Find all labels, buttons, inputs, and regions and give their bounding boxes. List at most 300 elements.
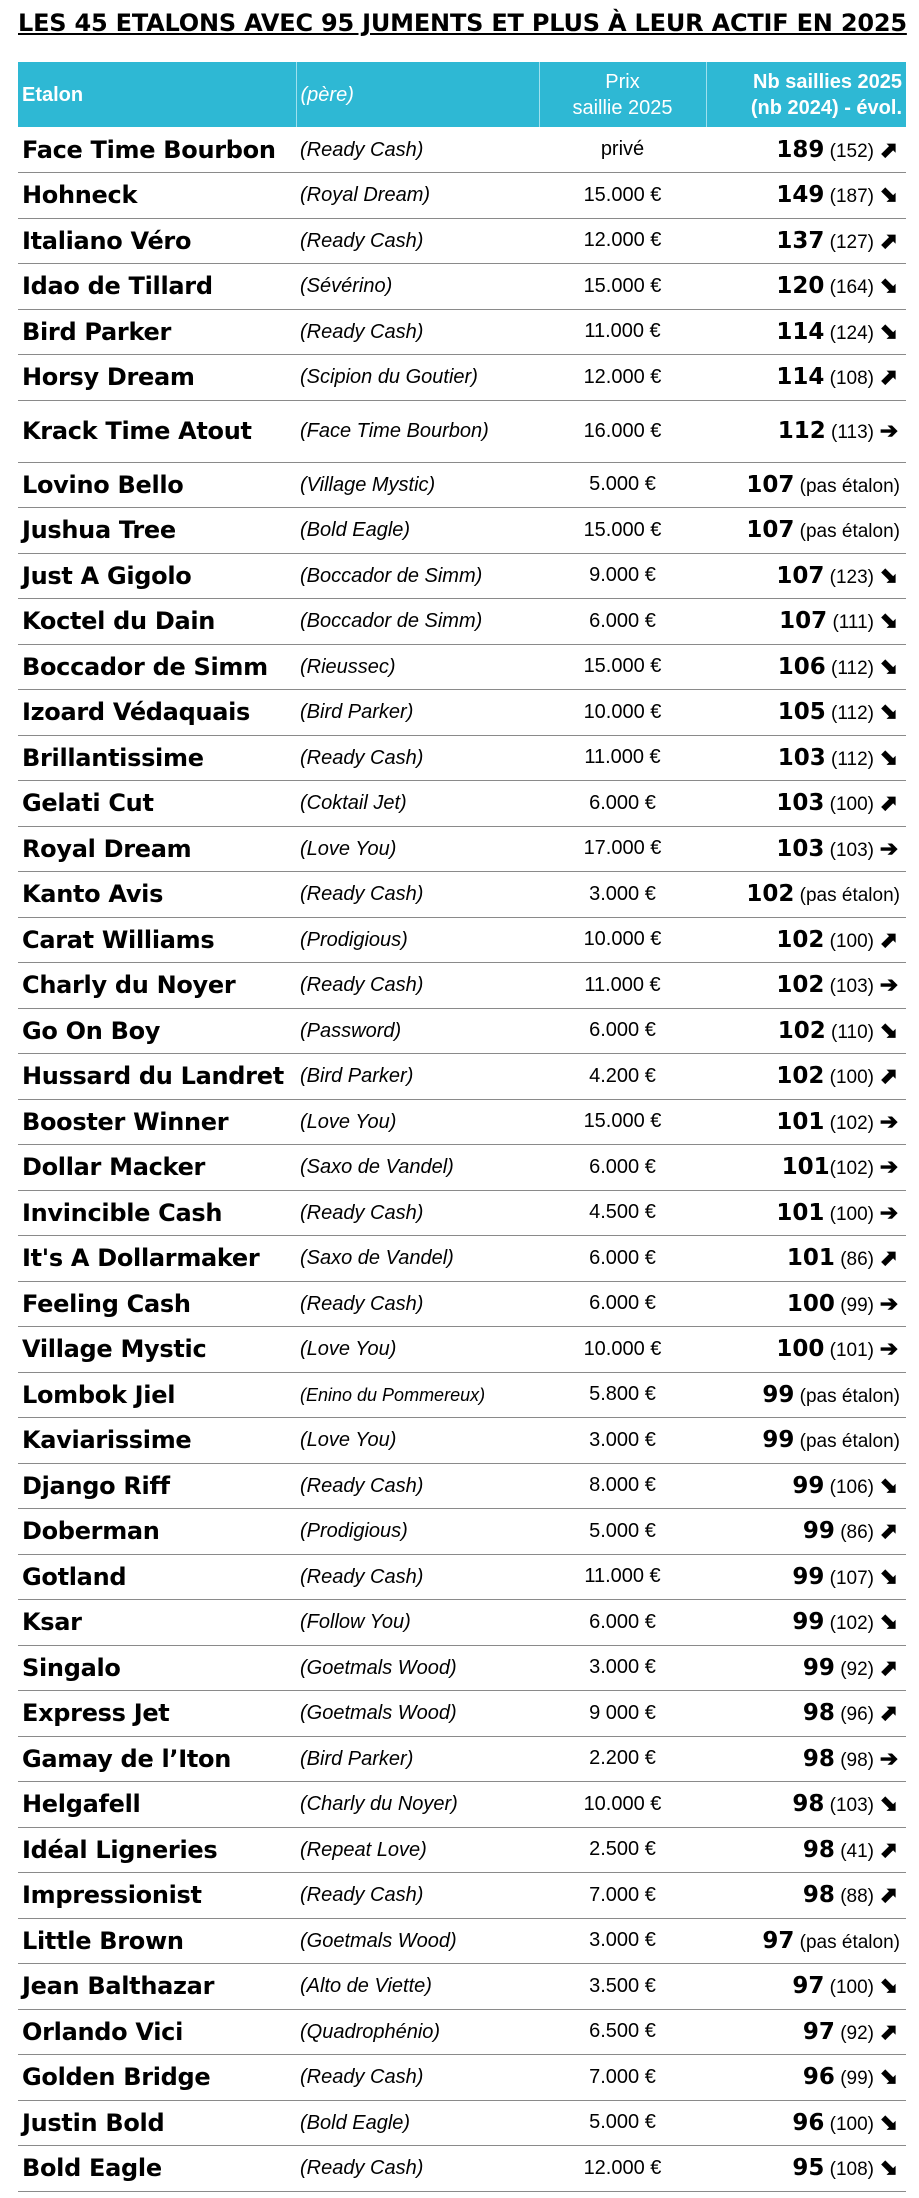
breedings-cell: [706, 735, 906, 781]
sire-name: (Coktail Jet): [296, 781, 539, 827]
arrow-right-icon: ➔: [879, 1154, 899, 1180]
arrow-right-icon: ➔: [879, 1199, 899, 1225]
breedings-2024: (pas étalon): [794, 1931, 900, 1953]
breedings-2025: 101: [786, 1245, 835, 1272]
arrow-up-right-icon: ⬈: [879, 136, 899, 162]
stud-fee: 5.000 €: [539, 462, 706, 508]
stallion-name: Justin Bold: [18, 2100, 296, 2146]
table-row: [18, 1827, 906, 1873]
breedings-2025: 189: [776, 136, 825, 163]
breedings-2025: 99: [802, 1654, 835, 1681]
stud-fee: 9 000 €: [539, 1691, 706, 1737]
stud-fee: 9.000 €: [539, 553, 706, 599]
sire-name: (Ready Cash): [296, 2055, 539, 2101]
table-row: [18, 1281, 906, 1327]
arrow-right-icon: ➔: [879, 418, 899, 443]
breedings-2024: (112): [825, 657, 874, 679]
stud-fee: 12.000 €: [539, 355, 706, 401]
sire-name: (Boccador de Simm): [296, 599, 539, 645]
stallion-name: Lombok Jiel: [18, 1372, 296, 1418]
breedings-2024: (88): [834, 1886, 874, 1908]
arrow-down-right-icon: ⬊: [879, 1472, 899, 1498]
breedings-2024: (107): [824, 1567, 874, 1589]
breedings-cell: [706, 1554, 906, 1600]
breedings-cell: [706, 1964, 906, 2010]
table-row: [18, 264, 906, 310]
header-nb-line2: (nb 2024) - évol.: [750, 96, 902, 119]
table-row: [18, 599, 906, 645]
stallion-name: Charly du Noyer: [18, 963, 296, 1009]
stallion-name: Gotland: [18, 1554, 296, 1600]
stallion-name: Feeling Cash: [18, 1281, 296, 1327]
breedings-2025: 103: [776, 790, 825, 817]
arrow-up-right-icon: ⬈: [879, 1654, 899, 1680]
breedings-cell: [706, 2100, 906, 2146]
breedings-2024: (100): [824, 1203, 874, 1225]
breedings-2024: (100): [824, 2113, 874, 2135]
breedings-2025: 107: [779, 608, 828, 635]
stud-fee: 10.000 €: [539, 1782, 706, 1828]
sire-name: (Love You): [296, 1418, 539, 1464]
stallion-name: Face Time Bourbon: [18, 127, 296, 173]
sire-name: (Ready Cash): [296, 1463, 539, 1509]
table-row: [18, 644, 906, 690]
arrow-up-right-icon: ⬈: [879, 1836, 899, 1862]
breedings-2025: 97: [802, 2018, 835, 2045]
breedings-2024: (pas étalon): [794, 1385, 900, 1407]
sire-name: (Ready Cash): [296, 1281, 539, 1327]
sire-name: (Face Time Bourbon): [296, 400, 539, 462]
table-row: [18, 963, 906, 1009]
stallion-name: Singalo: [18, 1645, 296, 1691]
sire-name: (Bird Parker): [296, 1054, 539, 1100]
breedings-2025: 114: [776, 364, 825, 391]
sire-name: (Love You): [296, 1099, 539, 1145]
table-row: [18, 1099, 906, 1145]
stallion-name: Orlando Vici: [18, 2009, 296, 2055]
breedings-cell: [706, 917, 906, 963]
breedings-cell: [706, 1600, 906, 1646]
arrow-down-right-icon: ⬊: [879, 653, 899, 679]
stallion-name: It's A Dollarmaker: [18, 1236, 296, 1282]
breedings-2024: (98): [834, 1749, 874, 1771]
stallion-name: Village Mystic: [18, 1327, 296, 1373]
page-title: LES 45 ETALONS AVEC 95 JUMENTS ET PLUS À LEUR ACTIF EN 2025: [18, 9, 907, 37]
breedings-2024: (123): [824, 566, 874, 588]
breedings-cell: [706, 872, 906, 918]
sire-name: (Ready Cash): [296, 2146, 539, 2192]
table-row: [18, 553, 906, 599]
stallion-name: Gelati Cut: [18, 781, 296, 827]
breedings-2025: 99: [802, 1518, 835, 1545]
breedings-2024: (pas étalon): [794, 521, 900, 543]
arrow-down-right-icon: ⬊: [879, 699, 899, 725]
sire-name: (Bold Eagle): [296, 2100, 539, 2146]
breedings-2025: 120: [776, 273, 825, 300]
table-row: [18, 462, 906, 508]
sire-name: (Goetmals Wood): [296, 1691, 539, 1737]
stallion-name: Carat Williams: [18, 917, 296, 963]
stud-fee: 5.800 €: [539, 1372, 706, 1418]
table-row: [18, 2100, 906, 2146]
arrow-right-icon: ➔: [879, 972, 899, 998]
header-nb-line1: Nb saillies 2025: [753, 70, 902, 93]
stud-fee: 6.000 €: [539, 781, 706, 827]
breedings-2025: 99: [762, 1381, 795, 1408]
breedings-2025: 101: [776, 1199, 825, 1226]
sire-name: (Bird Parker): [296, 690, 539, 736]
breedings-2025: 98: [802, 1882, 835, 1909]
arrow-down-right-icon: ⬊: [879, 318, 899, 344]
breedings-2025: 102: [777, 1017, 826, 1044]
sire-name: (Alto de Viette): [296, 1964, 539, 2010]
sire-name: (Love You): [296, 1327, 539, 1373]
stallion-name: Brillantissime: [18, 735, 296, 781]
breedings-cell: [706, 1918, 906, 1964]
stud-fee: 3.500 €: [539, 1964, 706, 2010]
stallion-name: Kanto Avis: [18, 872, 296, 918]
breedings-cell: [706, 1509, 906, 1555]
table-row: [18, 1964, 906, 2010]
stud-fee: 15.000 €: [539, 264, 706, 310]
arrow-right-icon: ➔: [879, 835, 899, 861]
arrow-down-right-icon: ⬊: [879, 2109, 899, 2135]
stallion-name: Koctel du Dain: [18, 599, 296, 645]
header-nb-saillies: [706, 62, 906, 127]
stud-fee: 16.000 €: [539, 400, 706, 462]
breedings-2024: (101): [824, 1340, 874, 1362]
sire-name: (Village Mystic): [296, 462, 539, 508]
breedings-2024: (92): [834, 2022, 874, 2044]
breedings-2024: (110): [825, 1021, 874, 1043]
breedings-2024: (124): [824, 322, 874, 344]
sire-name: (Love You): [296, 826, 539, 872]
arrow-up-right-icon: ⬈: [879, 790, 899, 816]
stallion-table: [18, 62, 906, 2192]
arrow-right-icon: ➔: [879, 1336, 899, 1362]
breedings-2024: (102): [824, 1112, 874, 1134]
stallion-name: Jushua Tree: [18, 508, 296, 554]
arrow-down-right-icon: ⬊: [879, 608, 899, 634]
arrow-down-right-icon: ⬊: [879, 182, 899, 208]
arrow-down-right-icon: ⬊: [879, 562, 899, 588]
arrow-down-right-icon: ⬊: [879, 1017, 899, 1043]
breedings-2024: (100): [824, 794, 874, 816]
stallion-name: Lovino Bello: [18, 462, 296, 508]
arrow-up-right-icon: ⬈: [879, 1063, 899, 1089]
stud-fee: 6.000 €: [539, 1008, 706, 1054]
stallion-name: Impressionist: [18, 1873, 296, 1919]
breedings-cell: [706, 1645, 906, 1691]
sire-name: (Sévérino): [296, 264, 539, 310]
breedings-cell: [706, 1236, 906, 1282]
breedings-2024: (103): [824, 1795, 874, 1817]
breedings-cell: [706, 2055, 906, 2101]
breedings-2024: (187): [824, 186, 874, 208]
breedings-cell: [706, 309, 906, 355]
arrow-up-right-icon: ⬈: [879, 1518, 899, 1544]
table-row: [18, 1918, 906, 1964]
stud-fee: 7.000 €: [539, 1873, 706, 1919]
header-prix-line1: Prix: [605, 70, 640, 93]
stud-fee: 8.000 €: [539, 1463, 706, 1509]
stud-fee: 15.000 €: [539, 644, 706, 690]
sire-name: (Ready Cash): [296, 127, 539, 173]
breedings-2025: 100: [776, 1336, 825, 1363]
stallion-name: Golden Bridge: [18, 2055, 296, 2101]
sire-name: (Ready Cash): [296, 218, 539, 264]
table-body: [18, 127, 906, 2191]
breedings-cell: [706, 355, 906, 401]
breedings-2024: (127): [824, 231, 874, 253]
stallion-name: Jean Balthazar: [18, 1964, 296, 2010]
sire-name: (Ready Cash): [296, 1554, 539, 1600]
stud-fee: 3.000 €: [539, 1645, 706, 1691]
breedings-2024: (100): [824, 1977, 874, 1999]
breedings-2024: (100): [824, 930, 874, 952]
breedings-2024: (86): [834, 1249, 874, 1271]
sire-name: (Quadrophénio): [296, 2009, 539, 2055]
arrow-down-right-icon: ⬊: [879, 1973, 899, 1999]
stud-fee: privé: [539, 127, 706, 173]
arrow-right-icon: ➔: [879, 1745, 899, 1771]
breedings-cell: [706, 963, 906, 1009]
breedings-2024: (86): [834, 1522, 874, 1544]
stallion-name: Bold Eagle: [18, 2146, 296, 2192]
breedings-2025: 98: [802, 1745, 835, 1772]
breedings-cell: [706, 218, 906, 264]
breedings-cell: [706, 644, 906, 690]
stud-fee: 10.000 €: [539, 690, 706, 736]
stud-fee: 6.000 €: [539, 1145, 706, 1191]
breedings-cell: [706, 1054, 906, 1100]
table-row: [18, 1600, 906, 1646]
header-prix: [539, 62, 706, 127]
stallion-name: Royal Dream: [18, 826, 296, 872]
header-pere: (père): [296, 62, 539, 127]
breedings-2024: (106): [824, 1476, 874, 1498]
breedings-2025: 97: [792, 1973, 825, 2000]
stud-fee: 12.000 €: [539, 218, 706, 264]
breedings-cell: [706, 2146, 906, 2192]
table-row: [18, 735, 906, 781]
breedings-cell: [706, 1008, 906, 1054]
table-row: [18, 1782, 906, 1828]
arrow-down-right-icon: ⬊: [879, 744, 899, 770]
sire-name: (Password): [296, 1008, 539, 1054]
sire-name: (Bold Eagle): [296, 508, 539, 554]
breedings-2024: (111): [827, 612, 874, 634]
arrow-down-right-icon: ⬊: [879, 2155, 899, 2181]
breedings-cell: [706, 400, 906, 462]
breedings-cell: [706, 1463, 906, 1509]
stallion-name: Idao de Tillard: [18, 264, 296, 310]
breedings-2025: 102: [776, 1063, 825, 1090]
table-row: [18, 1691, 906, 1737]
stud-fee: 11.000 €: [539, 963, 706, 1009]
stud-fee: 6.000 €: [539, 1236, 706, 1282]
breedings-2025: 99: [762, 1427, 795, 1454]
arrow-up-right-icon: ⬈: [879, 227, 899, 253]
breedings-2025: 101: [776, 1108, 825, 1135]
stallion-name: Doberman: [18, 1509, 296, 1555]
breedings-cell: [706, 508, 906, 554]
table-row: [18, 690, 906, 736]
breedings-2024: (164): [824, 277, 874, 299]
breedings-2025: 102: [746, 881, 795, 908]
arrow-right-icon: ➔: [879, 1108, 899, 1134]
arrow-up-right-icon: ⬈: [879, 1700, 899, 1726]
stallion-name: Go On Boy: [18, 1008, 296, 1054]
breedings-cell: [706, 1691, 906, 1737]
sire-name: (Royal Dream): [296, 173, 539, 219]
stallion-name: Booster Winner: [18, 1099, 296, 1145]
arrow-down-right-icon: ⬊: [879, 1609, 899, 1635]
table-row: [18, 2055, 906, 2101]
table-row: [18, 917, 906, 963]
table-row: [18, 1054, 906, 1100]
sire-name: (Goetmals Wood): [296, 1645, 539, 1691]
breedings-2024: (92): [834, 1658, 874, 1680]
breedings-2025: 103: [776, 835, 825, 862]
breedings-cell: [706, 781, 906, 827]
breedings-cell: [706, 1099, 906, 1145]
stud-fee: 10.000 €: [539, 1327, 706, 1373]
breedings-2024: (99): [834, 1294, 874, 1316]
breedings-2025: 114: [776, 318, 825, 345]
table-row: [18, 2146, 906, 2192]
stud-fee: 11.000 €: [539, 1554, 706, 1600]
sire-name: (Prodigious): [296, 1509, 539, 1555]
arrow-right-icon: ➔: [879, 1290, 899, 1316]
arrow-down-right-icon: ⬊: [879, 273, 899, 299]
table-row: [18, 2009, 906, 2055]
stud-fee: 6.000 €: [539, 599, 706, 645]
arrow-up-right-icon: ⬈: [879, 2018, 899, 2044]
sire-name: (Boccador de Simm): [296, 553, 539, 599]
sire-name: (Charly du Noyer): [296, 1782, 539, 1828]
breedings-cell: [706, 173, 906, 219]
stallion-name: Bird Parker: [18, 309, 296, 355]
sire-name: (Bird Parker): [296, 1736, 539, 1782]
sire-name: (Ready Cash): [296, 1873, 539, 1919]
breedings-2025: 102: [776, 926, 825, 953]
table-row: [18, 1463, 906, 1509]
breedings-2025: 98: [802, 1836, 835, 1863]
breedings-cell: [706, 1418, 906, 1464]
stallion-name: Django Riff: [18, 1463, 296, 1509]
stallion-name: Gamay de l’Iton: [18, 1736, 296, 1782]
sire-name: (Saxo de Vandel): [296, 1145, 539, 1191]
breedings-cell: [706, 127, 906, 173]
breedings-cell: [706, 1190, 906, 1236]
breedings-2025: 101: [781, 1154, 830, 1181]
stud-fee: 11.000 €: [539, 735, 706, 781]
table-row: [18, 173, 906, 219]
breedings-cell: [706, 553, 906, 599]
stallion-name: Dollar Macker: [18, 1145, 296, 1191]
breedings-2024: (102): [824, 1613, 874, 1635]
arrow-up-right-icon: ⬈: [879, 1882, 899, 1908]
stud-fee: 6.000 €: [539, 1600, 706, 1646]
table-row: [18, 127, 906, 173]
arrow-down-right-icon: ⬊: [879, 1791, 899, 1817]
stallion-name: Just A Gigolo: [18, 553, 296, 599]
sire-name: (Ready Cash): [296, 963, 539, 1009]
breedings-cell: [706, 264, 906, 310]
breedings-cell: [706, 690, 906, 736]
arrow-up-right-icon: ⬈: [879, 364, 899, 390]
breedings-2024: (113): [825, 422, 874, 443]
stud-fee: 2.500 €: [539, 1827, 706, 1873]
sire-name: (Enino du Pommereux): [296, 1372, 539, 1418]
breedings-2025: 107: [746, 471, 795, 498]
breedings-2025: 102: [776, 972, 825, 999]
sire-name: (Ready Cash): [296, 872, 539, 918]
stud-fee: 15.000 €: [539, 173, 706, 219]
stud-fee: 3.000 €: [539, 1418, 706, 1464]
breedings-2025: 99: [792, 1472, 825, 1499]
sire-name: (Rieussec): [296, 644, 539, 690]
stud-fee: 15.000 €: [539, 508, 706, 554]
table-row: [18, 309, 906, 355]
breedings-2025: 112: [777, 418, 826, 444]
table-row: [18, 1645, 906, 1691]
breedings-cell: [706, 1327, 906, 1373]
sire-name: (Prodigious): [296, 917, 539, 963]
stud-fee: 4.200 €: [539, 1054, 706, 1100]
header-prix-line2: saillie 2025: [572, 96, 673, 119]
breedings-2025: 96: [792, 2109, 825, 2136]
breedings-2024: (pas étalon): [794, 1431, 900, 1453]
header-etalon: Etalon: [18, 62, 296, 127]
stud-fee: 10.000 €: [539, 917, 706, 963]
breedings-2025: 98: [792, 1791, 825, 1818]
table-row: [18, 1509, 906, 1555]
table-row: [18, 1418, 906, 1464]
table-row: [18, 1008, 906, 1054]
breedings-2025: 107: [776, 562, 825, 589]
breedings-2024: (100): [824, 1067, 874, 1089]
arrow-up-right-icon: ⬈: [879, 926, 899, 952]
breedings-2024: (99): [834, 2068, 874, 2090]
stallion-name: Hussard du Landret: [18, 1054, 296, 1100]
table-row: [18, 872, 906, 918]
breedings-2024: (112): [825, 703, 874, 725]
stud-fee: 3.000 €: [539, 1918, 706, 1964]
table-row: [18, 1372, 906, 1418]
stud-fee: 12.000 €: [539, 2146, 706, 2192]
sire-name: (Scipion du Goutier): [296, 355, 539, 401]
table-row: [18, 400, 906, 462]
stallion-name: Kaviarissime: [18, 1418, 296, 1464]
stallion-name: Horsy Dream: [18, 355, 296, 401]
stallion-name: Italiano Véro: [18, 218, 296, 264]
breedings-2024: (102): [829, 1158, 874, 1180]
breedings-2025: 137: [776, 227, 825, 254]
stallion-name: Ksar: [18, 1600, 296, 1646]
table-row: [18, 1327, 906, 1373]
breedings-2025: 98: [802, 1700, 835, 1727]
arrow-down-right-icon: ⬊: [879, 2064, 899, 2090]
stallion-name: Idéal Ligneries: [18, 1827, 296, 1873]
breedings-2025: 96: [802, 2064, 835, 2091]
stud-fee: 17.000 €: [539, 826, 706, 872]
breedings-2025: 100: [786, 1290, 835, 1317]
table-header-row: [18, 62, 906, 127]
stallion-name: Krack Time Atout: [18, 400, 296, 462]
breedings-2025: 149: [776, 182, 825, 209]
